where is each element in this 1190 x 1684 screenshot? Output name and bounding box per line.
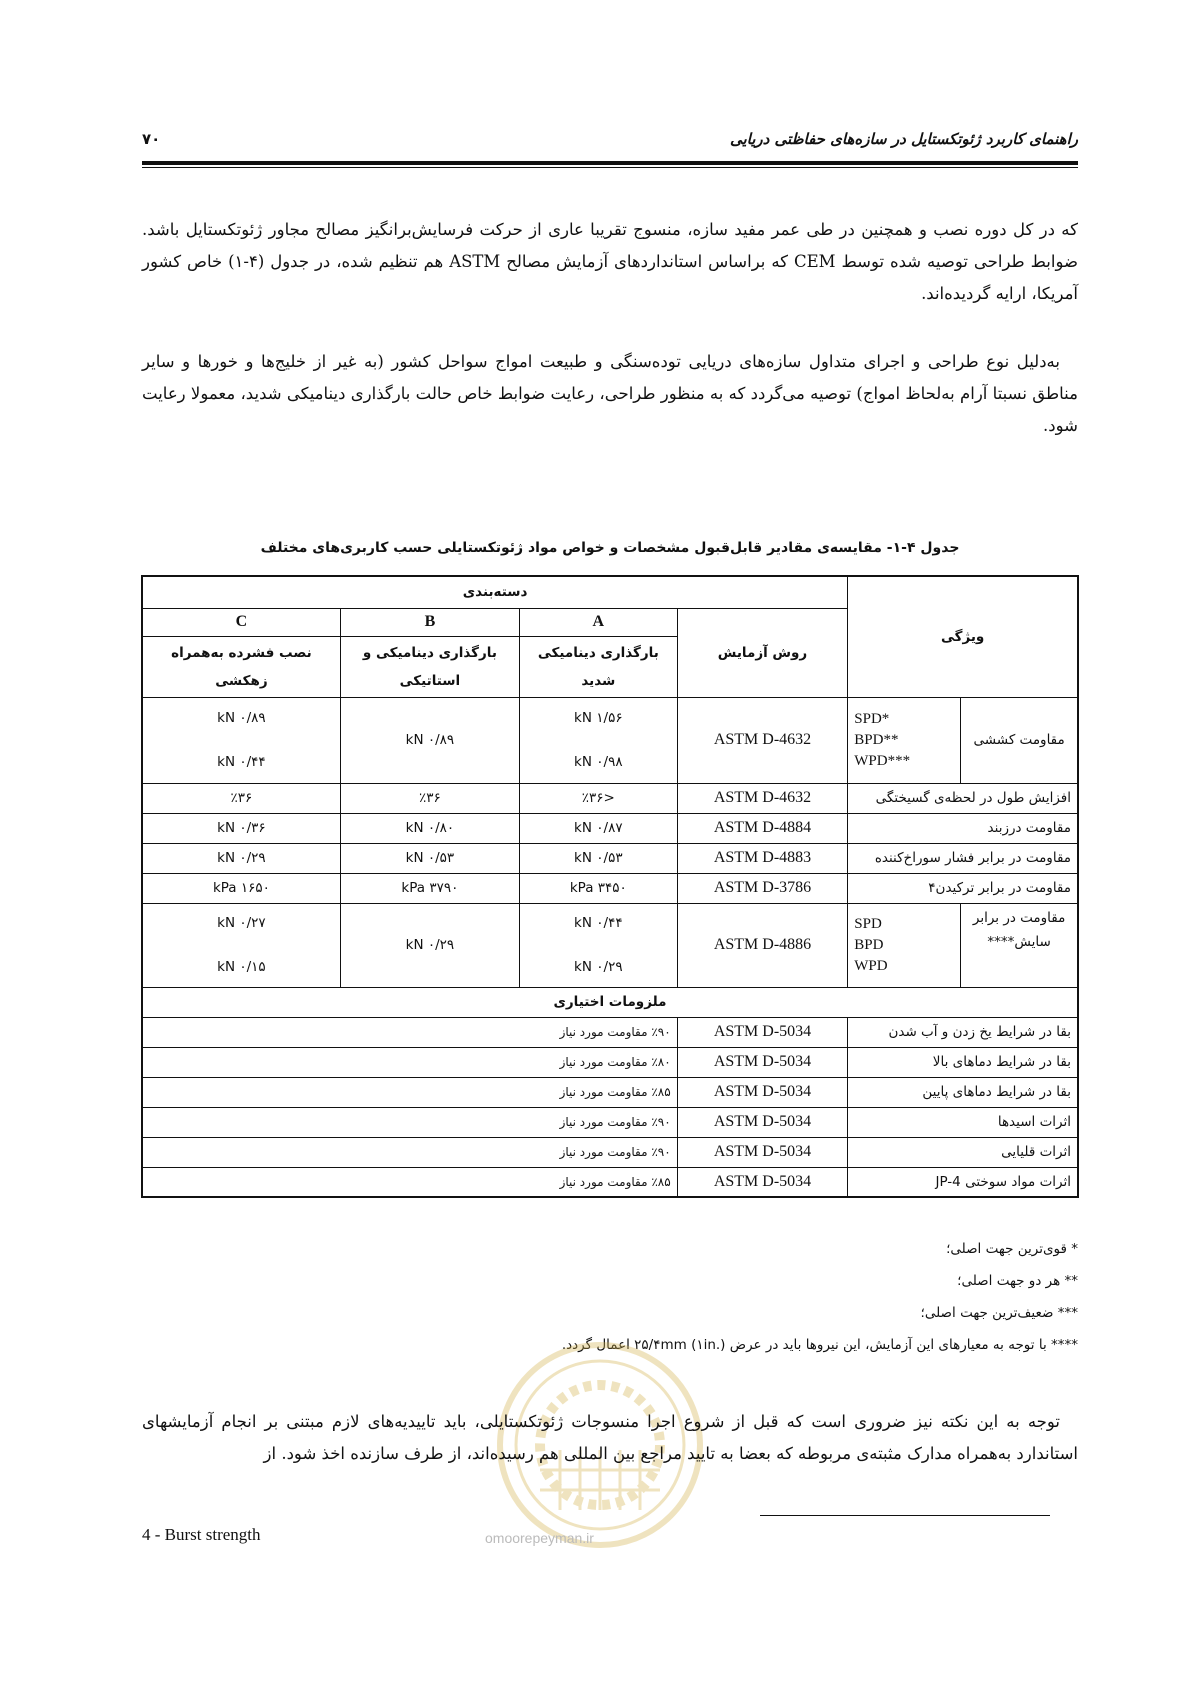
- header-col-a-label: بارگذاری دینامیکی شدید: [519, 636, 677, 697]
- test-method: ASTM D-5034: [677, 1107, 848, 1137]
- value-b: ۰/۸۹ kN: [340, 697, 519, 783]
- property-name: افزایش طول در لحظه‌ی گسیختگی: [848, 783, 1078, 813]
- test-method: ASTM D-5034: [677, 1077, 848, 1107]
- requirement-value: ٪۸۵ مقاومت مورد نیاز: [142, 1077, 677, 1107]
- test-method: ASTM D-5034: [677, 1137, 848, 1167]
- property-name: اثرات اسیدها: [848, 1107, 1078, 1137]
- value-a: [519, 903, 677, 987]
- header-rule-thin: [142, 167, 1078, 168]
- value-b: ۰/۸۰ kN: [340, 813, 519, 843]
- test-method: ASTM D-4632: [677, 697, 848, 783]
- note-item: * قوی‌ترین جهت اصلی؛: [946, 1241, 1078, 1257]
- value-c: ۰/۳۶ kN: [142, 813, 340, 843]
- property-name: مقاومت در برابر ترکیدن۴: [848, 873, 1078, 903]
- note-item: ** هر دو جهت اصلی؛: [957, 1273, 1078, 1289]
- value-top: ۱/۵۶ kN: [574, 710, 623, 726]
- optional-requirements-title: ملزومات اختیاری: [142, 987, 1078, 1017]
- property-name: مقاومت در برابر فشار سوراخ‌کننده: [848, 843, 1078, 873]
- table-row: [142, 1077, 1078, 1107]
- header-col-c-letter: C: [142, 608, 340, 636]
- property-name: اثرات قلیایی: [848, 1137, 1078, 1167]
- property-name: مقاومت کششی: [961, 697, 1078, 783]
- test-method: ASTM D-5034: [677, 1017, 848, 1047]
- page-number: ۷۰: [142, 130, 161, 148]
- table-row: [142, 783, 1078, 813]
- table-row-tensile: [142, 697, 1078, 783]
- value-a: ۳۴۵۰ kPa: [519, 873, 677, 903]
- test-method: ASTM D-4884: [677, 813, 848, 843]
- direction-label: BPD**: [854, 731, 899, 748]
- table-row: [142, 1107, 1078, 1137]
- header-col-c-label: نصب فشرده به‌همراه زهکشی: [142, 636, 340, 697]
- value-b: ۳۷۹۰ kPa: [340, 873, 519, 903]
- direction-label: WPD: [854, 957, 888, 974]
- value-a: ۰/۸۷ kN: [519, 813, 677, 843]
- value-bottom: ۰/۱۵ kN: [217, 959, 266, 975]
- page-header: [142, 130, 1078, 154]
- table-row: [142, 843, 1078, 873]
- footnote: 4 - Burst strength: [142, 1525, 261, 1544]
- test-method: ASTM D-5034: [677, 1047, 848, 1077]
- property-name: بقا در شرایط دماهای پایین: [848, 1077, 1078, 1107]
- value-c: ٪۳۶: [142, 783, 340, 813]
- test-method: ASTM D-4632: [677, 783, 848, 813]
- direction-cell: [848, 903, 961, 987]
- direction-label: BPD: [854, 936, 884, 953]
- requirement-value: ٪۹۰ مقاومت مورد نیاز: [142, 1017, 677, 1047]
- table-row: [142, 873, 1078, 903]
- test-method: ASTM D-3786: [677, 873, 848, 903]
- header-col-a-letter: A: [519, 608, 677, 636]
- paragraph-3: توجه به این نکته نیز ضروری است که قبل از شروع اجرا منسوجات ژئوتکستایلی، باید تاییدیه‌های لازم مبتنی بر انجام آزمایشهای استاندارد به‌همراه مدارک مثبته‌ی مربوطه که بعضا به تایید مراجع بین المللی هم رسیده‌اند، از طرف سازنده اخذ شود. از: [142, 1412, 1078, 1463]
- value-c: ۱۶۵۰ kPa: [142, 873, 340, 903]
- value-top: ۰/۲۷ kN: [217, 915, 266, 931]
- test-method: ASTM D-5034: [677, 1167, 848, 1197]
- test-method: ASTM D-4883: [677, 843, 848, 873]
- direction-label: SPD*: [854, 710, 890, 727]
- watermark-url: omoorepeyman.ir: [485, 1530, 594, 1546]
- header-method: روش آزمایش: [677, 608, 848, 697]
- header-col-b-label: بارگذاری دینامیکی و استاتیکی: [340, 636, 519, 697]
- direction-cell: [848, 697, 961, 783]
- header-rule: [142, 161, 1078, 165]
- value-top: ۰/۸۹ kN: [217, 710, 266, 726]
- value-c: [142, 903, 340, 987]
- header-property: ویژگی: [848, 576, 1078, 697]
- requirement-value: ٪۹۰ مقاومت مورد نیاز: [142, 1107, 677, 1137]
- value-bottom: ۰/۹۸ kN: [574, 754, 623, 770]
- direction-label: WPD***: [854, 752, 911, 769]
- table-row-abrasion: [142, 903, 1078, 987]
- running-title: راهنمای کاربرد ژئوتکستایل در سازه‌های حفاظتی دریایی: [729, 130, 1078, 148]
- value-a: <٪۳۶: [519, 783, 677, 813]
- note-item: **** با توجه به معیارهای این آزمایش، این نیروها باید در عرض ۲۵/۴mm (۱in.) اعمال گردد.: [561, 1337, 1078, 1353]
- value-a: ۰/۵۳ kN: [519, 843, 677, 873]
- property-name: اثرات مواد سوختی JP-4: [848, 1167, 1078, 1197]
- value-b: ٪۳۶: [340, 783, 519, 813]
- property-name: مقاومت درزبند: [848, 813, 1078, 843]
- test-method: ASTM D-4886: [677, 903, 848, 987]
- value-c: [142, 697, 340, 783]
- table-row: [142, 1017, 1078, 1047]
- value-b: ۰/۲۹ kN: [340, 903, 519, 987]
- value-bottom: ۰/۲۹ kN: [574, 959, 623, 975]
- paragraph-1: که در کل دوره نصب و همچنین در طی عمر مفید سازه، منسوج تقریبا عاری از حرکت فرسایش‌برانگیز مصالح مجاور ژئوتکستایل باشد. ضوابط طراحی توصیه شده توسط CEM که براساس استانداردهای آزمایش مصالح ASTM هم تنظیم شده، در جدول (۴-۱) خاص کشور آمریکا، ارایه گردیده‌اند.: [142, 220, 1078, 303]
- requirement-value: ٪۸۵ مقاومت مورد نیاز: [142, 1167, 677, 1197]
- requirement-value: ٪۸۰ مقاومت مورد نیاز: [142, 1047, 677, 1077]
- table-caption: جدول ۴-۱- مقایسه‌ی مقادیر قابل‌قبول مشخصات و خواص مواد ژئوتکستایلی حسب کاربری‌های مختلف: [260, 540, 960, 556]
- property-name: بقا در شرایط دماهای بالا: [848, 1047, 1078, 1077]
- table-row: [142, 1137, 1078, 1167]
- table-row: [142, 1047, 1078, 1077]
- header-col-b-letter: B: [340, 608, 519, 636]
- note-item: *** ضعیف‌ترین جهت اصلی؛: [920, 1305, 1078, 1321]
- paragraph-2: به‌دلیل نوع طراحی و اجرای متداول سازه‌های دریایی توده‌سنگی و طبیعت امواج سواحل کشور (به غیر از خلیج‌ها و خورها و سایر مناطق نسبتا آرام به‌لحاظ امواج) توصیه می‌گردد که به منظور طراحی، رعایت ضوابط خاص حالت بارگذاری دینامیکی شدید، معمولا رعایت شود.: [142, 352, 1078, 435]
- value-b: ۰/۵۳ kN: [340, 843, 519, 873]
- spec-table: [141, 575, 1079, 1198]
- property-name: مقاومت در برابر سایش****: [961, 903, 1078, 987]
- table-row: [142, 813, 1078, 843]
- table-row: [142, 1167, 1078, 1197]
- value-c: ۰/۲۹ kN: [142, 843, 340, 873]
- requirement-value: ٪۹۰ مقاومت مورد نیاز: [142, 1137, 677, 1167]
- value-a: [519, 697, 677, 783]
- header-group: دسته‌بندی: [142, 576, 848, 608]
- footnote-rule: [760, 1515, 1050, 1516]
- value-bottom: ۰/۴۴ kN: [217, 754, 266, 770]
- direction-label: SPD: [854, 915, 882, 932]
- property-name: بقا در شرایط یخ زدن و آب شدن: [848, 1017, 1078, 1047]
- value-top: ۰/۴۴ kN: [574, 915, 623, 931]
